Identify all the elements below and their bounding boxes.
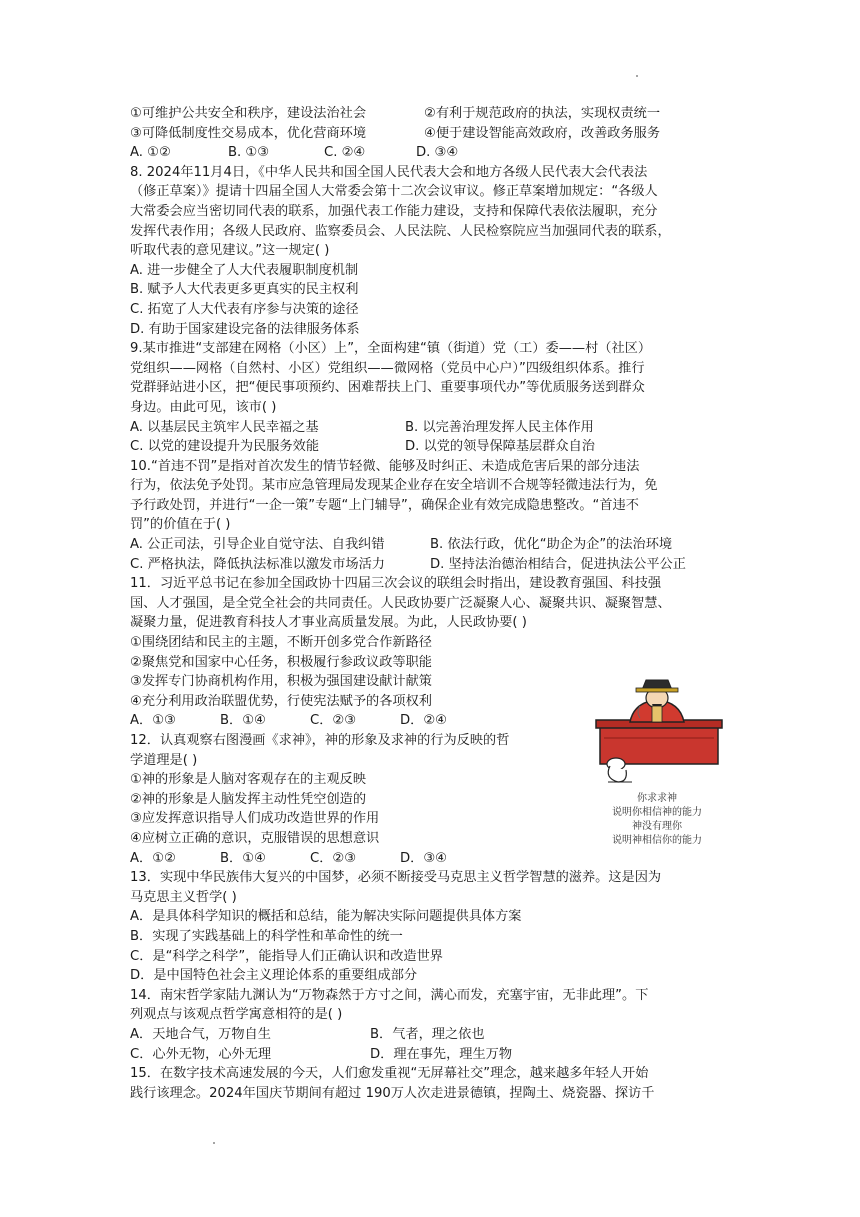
- question-9: [130, 339, 750, 457]
- q12-stem-line: 12．认真观察右图漫画《求神》，神的形象及求神的行为反映的哲: [130, 733, 510, 748]
- q11-item: ①围绕团结和民主的主题，不断开创多党合作新路径: [130, 635, 432, 651]
- q13-option-b: B．实现了实践基础上的科学性和革命性的统一: [130, 928, 403, 944]
- q11-item: ③发挥专门协商机构作用，积极为强国建设献计献策: [130, 674, 432, 690]
- q13-option-a: A．是具体科学知识的概括和总结，能为解决实际问题提供具体方案: [130, 909, 522, 925]
- q9-option-row: [130, 437, 750, 457]
- q12-answer-row: [130, 849, 750, 869]
- q7-answer-c: C. ②④: [324, 145, 366, 161]
- comic-caption: [582, 792, 732, 848]
- q11-stem-line: 11．习近平总书记在参加全国政协十四届三次会议的联组会时指出，建设教育强国、科技强: [130, 576, 662, 592]
- q9-stem-line: 9.某市推进“支部建在网格（小区）上”，全面构建“镇（街道）党（工）委——村（社区）: [130, 341, 652, 357]
- q10-option-d: D. 坚持法治德治相结合，促进执法公平公正: [430, 556, 686, 572]
- q8-option-c: C. 拓宽了人大代表有序参与决策的途径: [130, 301, 359, 317]
- q9-stem-line: 党组织——网格（自然村、小区）党组织——微网格（党员中心户）”四级组织体系。推行: [130, 360, 645, 376]
- question-14: [130, 986, 750, 1064]
- q8-stem-line: 大常委会应当密切同代表的联系，加强代表工作能力建设，支持和保障代表依法履职，充分: [130, 203, 658, 219]
- q13-stem-line: 13．实现中华民族伟大复兴的中国梦，必须不断接受马克思主义哲学智慧的滋养。这是因为: [130, 870, 662, 886]
- q11-item: ④充分利用政治联盟优势，行使宪法赋予的各项权利: [130, 693, 432, 709]
- q9-option-row: [130, 418, 750, 438]
- q10-stem-line: 罚”的价值在于( ): [130, 517, 231, 533]
- q9-option-d: D. 以党的领导保障基层群众自治: [405, 439, 595, 455]
- q9-option-a: A. 以基层民主筑牢人民幸福之基: [130, 419, 319, 435]
- q9-option-b: B. 以完善治理发挥人民主体作用: [405, 419, 594, 435]
- q7-answer-b: B. ①③: [228, 145, 270, 161]
- q13-option-d: D．是中国特色社会主义理论体系的重要组成部分: [130, 968, 418, 984]
- q7-statement-row: [130, 104, 750, 124]
- q8-option-a: A. 进一步健全了人大代表履职制度机制: [130, 262, 359, 278]
- q7-statement-4: ④便于建设智能高效政府，改善政务服务: [424, 125, 661, 141]
- q12-answer-c: C．②③: [310, 850, 357, 866]
- q14-option-row: [130, 1045, 750, 1065]
- q10-option-b: B. 依法行政，优化“助企为企”的法治环境: [430, 537, 673, 553]
- q7-statement-3: ③可降低制度性交易成本，优化营商环境: [130, 125, 367, 141]
- scan-speck: [213, 1142, 215, 1144]
- q10-option-row: [130, 535, 750, 555]
- q14-stem-line: 14．南宋哲学家陆九渊认为“万物森然于方寸之间，满心而发，充塞宇宙，无非此理”。下: [130, 987, 649, 1003]
- q12-item: ④应树立正确的意识，克服错误的思想意识: [130, 830, 380, 846]
- q12-answer-b: B．①④: [220, 850, 266, 866]
- q9-option-c: C. 以党的建设提升为民服务效能: [130, 439, 320, 455]
- q7-answer-row: [130, 143, 750, 163]
- q8-option-d: D. 有助于国家建设完备的法律服务体系: [130, 321, 360, 337]
- q15-stem-line: 践行该理念。2024年国庆节期间有超过 190万人次走进景德镇，捏陶土、烧瓷器、探访千: [130, 1085, 655, 1101]
- q9-stem-line: 身边。由此可见，该市( ): [130, 399, 277, 415]
- q10-stem-line: 10.“首违不罚”是指对首次发生的情节轻微、能够及时纠正、未造成危害后果的部分违法: [130, 458, 640, 474]
- god-figure-illustration: [582, 678, 732, 790]
- q7-statement-row: [130, 124, 750, 144]
- q11-answer-c: C．②③: [310, 713, 357, 729]
- q10-stem-line: 行为，依法免予处罚。某市应急管理局发现某企业存在安全培训不合规等轻微违法行为，免: [130, 478, 658, 494]
- q11-stem-line: 凝聚力量，促进教育科技人才事业高质量发展。为此，人民政协要( ): [130, 615, 527, 631]
- q10-option-row: [130, 555, 750, 575]
- q13-stem-line: 马克思主义哲学( ): [130, 889, 237, 905]
- q11-item: ②聚焦党和国家中心任务，积极履行参政议政等职能: [130, 654, 432, 670]
- exam-page: [130, 104, 750, 1103]
- q14-option-b: B．气者，理之依也: [370, 1026, 485, 1042]
- q13-option-c: C．是“科学之科学”，能指导人们正确认识和改造世界: [130, 948, 443, 964]
- q14-option-row: [130, 1025, 750, 1045]
- scan-speck: [636, 75, 638, 77]
- q8-option-b: B. 赋予人大代表更多更真实的民主权利: [130, 282, 359, 298]
- question-10: [130, 457, 750, 575]
- q12-answer-a: A．①②: [130, 850, 176, 866]
- q8-stem-line: 听取代表的意见建议。”这一规定( ): [130, 243, 330, 259]
- q14-option-a: A．天地合气，万物自生: [130, 1026, 271, 1042]
- question-8: [130, 163, 750, 339]
- q12-answer-d: D．③④: [400, 850, 447, 866]
- comic-caption-line: 说明你相信神的能力: [612, 807, 702, 818]
- comic-caption-line: 你求求神: [637, 793, 677, 804]
- comic-caption-line: 说明神相信你的能力: [612, 835, 702, 846]
- q12-item: ②神的形象是人脑发挥主动性凭空创造的: [130, 791, 367, 807]
- q7-statement-2: ②有利于规范政府的执法，实现权责统一: [424, 106, 661, 121]
- q11-answer-b: B．①④: [220, 713, 266, 729]
- q11-answer-a: A．①③: [130, 713, 176, 729]
- q14-option-d: D．理在事先，理生万物: [370, 1046, 513, 1062]
- q14-stem-line: 列观点与该观点哲学寓意相符的是( ): [130, 1007, 343, 1023]
- q11-answer-d: D．②④: [400, 713, 447, 729]
- qiushen-comic-image: [582, 678, 732, 846]
- q12-item: ①神的形象是人脑对客观存在的主观反映: [130, 772, 367, 788]
- comic-caption-line: 神没有理你: [632, 821, 682, 832]
- q7-statement-1: ①可维护公共安全和秩序，建设法治社会: [130, 106, 367, 121]
- q7-answer-a: A. ①②: [130, 145, 171, 161]
- q7-answer-d: D. ③④: [416, 145, 459, 161]
- q14-option-c: C．心外无物，心外无理: [130, 1046, 272, 1062]
- question-13: [130, 868, 750, 986]
- q10-option-c: C. 严格执法，降低执法标准以激发市场活力: [130, 556, 385, 572]
- q8-stem-line: 8. 2024年11月4日，《中华人民共和国全国人民代表大会和地方各级人民代表大会代表法: [130, 164, 648, 180]
- q8-stem-line: 发挥代表作用；各级人民政府、监察委员会、人民法院、人民检察院应当加强同代表的联系，: [130, 223, 671, 239]
- q11-stem-line: 国、人才强国，是全党全社会的共同责任。人民政协要广泛凝聚人心、凝聚共识、凝聚智慧、: [130, 595, 671, 611]
- q9-stem-line: 党群驿站进小区，把“便民事项预约、困难帮扶上门、重要事项代办”等优质服务送到群众: [130, 380, 645, 396]
- q8-stem-line: （修正草案）》提请十四届全国人大常委会第十二次会议审议。修正草案增加规定：“各级人: [130, 184, 658, 200]
- q10-stem-line: 予行政处罚，并进行“一企一策”专题“上门辅导”，确保企业有效完成隐患整改。“首违不: [130, 497, 639, 513]
- q12-stem-line: 学道理是( ): [130, 752, 198, 768]
- q10-option-a: A. 公正司法，引导企业自觉守法、自我纠错: [130, 537, 385, 553]
- q12-item: ③应发挥意识指导人们成功改造世界的作用: [130, 811, 380, 827]
- q15-stem-line: 15．在数字技术高速发展的今天，人们愈发重视“无屏幕社交”理念，越来越多年轻人开始: [130, 1066, 649, 1082]
- question-15: [130, 1064, 750, 1103]
